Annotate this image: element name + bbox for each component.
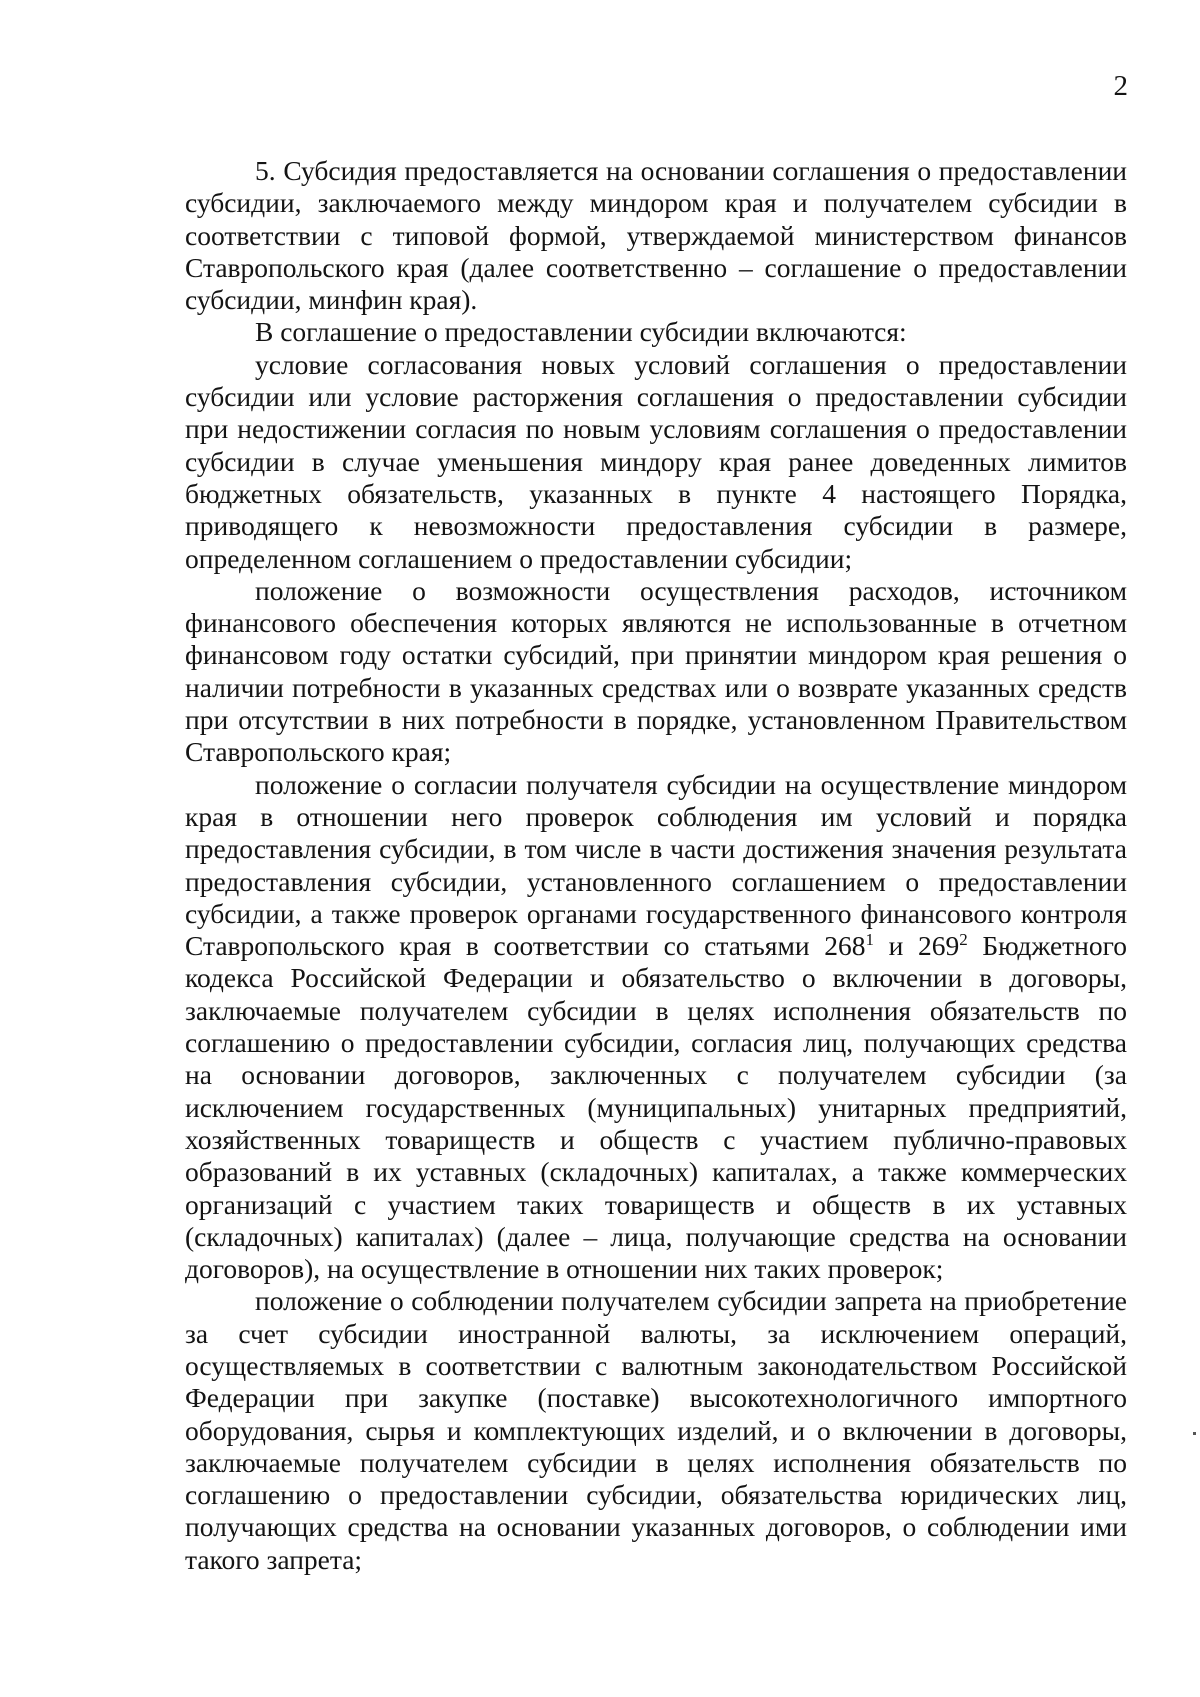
audit-text-before: положение о согласии получателя субсидии на осуществление миндором края в отношении него проверок соблюдения им условий и порядка предоставления субсидии, в том числе в части достижения значения результата предоставления субсидии, установленного соглашением о предоставлении субсидии, а также проверок органами государственного финансового контроля Ставропольского края в соответствии со статьями 268 [185,768,1127,962]
audit-text-middle: и 269 [873,930,960,962]
article-269-superscript: 2 [959,930,968,950]
document-body [185,155,1127,1576]
paragraph-agreement-includes: В соглашение о предоставлении субсидии включаются: [255,316,907,348]
paragraph-subsidy-agreement: 5. Субсидия предоставляется на основании соглашения о предоставлении субсидии, заключаемого между миндором края и получателем субсидии в соответствии с типовой формой, утверждаемой министерством финансов Ставропольского края (далее соответственно – соглашение о предоставлении субсидии, минфин края). [185,155,1127,316]
paragraph-currency-ban: положение о соблюдении получателем субсидии запрета на приобретение за счет субсидии иностранной валюты, за исключением операций, осуществляемых в соответствии с валютным законодательством Российской Федерации при закупке (поставке) высокотехнологичного импортного оборудования, сырья и комплектующих изделий, и о включении в договоры, заключаемые получателем субсидии в целях исполнения обязательств по соглашению о предоставлении субсидии, обязательства юридических лиц, получающих средства на основании указанных договоров, о соблюдении ими такого запрета; [185,1285,1127,1575]
paragraph-audit-consent [185,769,1127,1286]
article-268-superscript: 1 [865,930,874,950]
paragraph-unused-balances: положение о возможности осуществления расходов, источником финансового обеспечения которых являются не использованные в отчетном финансовом году остатки субсидий, при принятии миндором края решения о наличии потребности в указанных средствах или о возврате указанных средств при отсутствии в них потребности в порядке, установленном Правительством Ставропольского края; [185,574,1127,768]
page-number: 2 [1113,70,1128,102]
scan-speck [1193,1432,1196,1435]
paragraph-new-conditions: условие согласования новых условий соглашения о предоставлении субсидии или условие расторжения соглашения о предоставлении субсидии при недостижении согласия по новым условиям соглашения о предоставлении субсидии в случае уменьшения миндору края ранее доведенных лимитов бюджетных обязательств, указанных в пункте 4 настоящего Порядка, приводящего к невозможности предоставления субсидии в размере, определенном соглашением о предоставлении субсидии; [185,348,1127,574]
audit-text-after: Бюджетного кодекса Российской Федерации и обязательство о включении в договоры, заключаемые получателем субсидии в целях исполнения обязательств по соглашению о предоставлении субсидии, согласия лиц, получающих средства на основании договоров, заключенных с получателем субсидии (за исключением государственных (муниципальных) унитарных предприятий, хозяйственных товариществ и обществ с участием публично-правовых образований в их уставных (складочных) капиталах, а также коммерческих организаций с участием таких товариществ и обществ в их уставных (складочных) капиталах) (далее – лица, получающие средства на основании договоров), на осуществление в отношении них таких проверок; [185,930,1127,1285]
